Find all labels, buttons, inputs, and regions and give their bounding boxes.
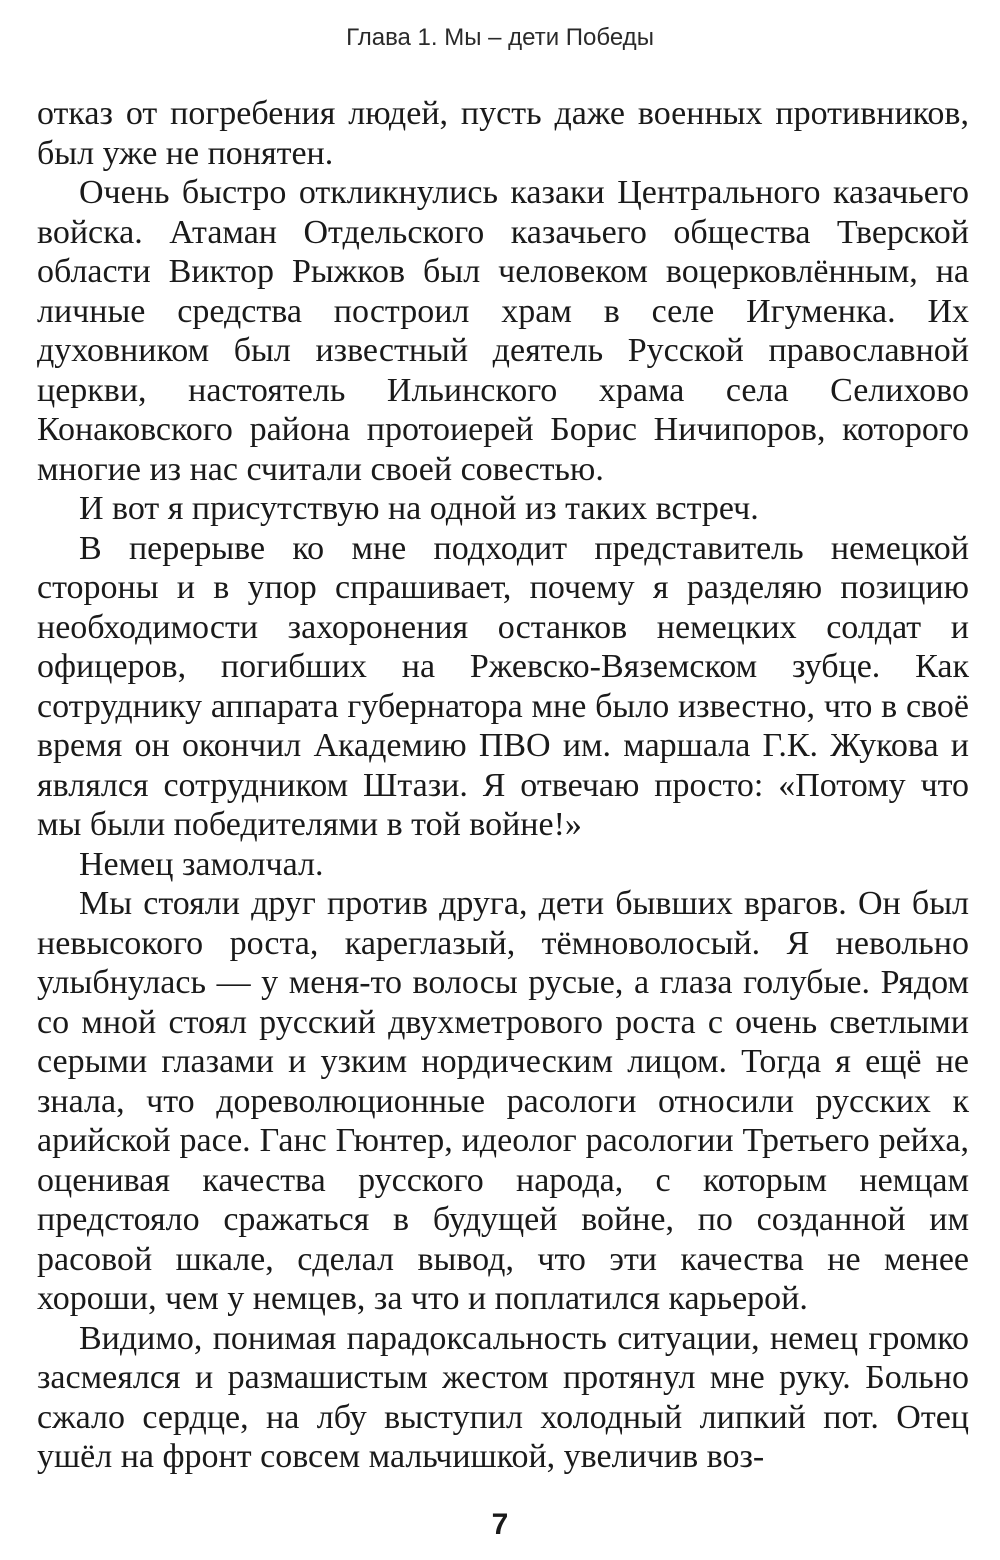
page-number: 7 [491,1508,509,1541]
paragraph: Очень быстро откликнулись казаки Центрального казачьего войска. Атаман Отдельского казачьего общества Тверской области Виктор Рыжков был человеком воцерковлённым, на личные средства построил храм в селе Игуменка. Их духовником был известный деятель Русской православной церкви, настоятель Ильинского храма села Селихово Конаковского района протоиерей Борис Ничипоров, которого многие из нас считали своей совестью. [37,174,969,488]
paragraph: отказ от погребения людей, пусть даже военных противников, был уже не понятен. [37,95,969,172]
body-text [37,94,969,1477]
paragraph: В перерыве ко мне подходит представитель немецкой стороны и в упор спрашивает, почему я разделяю позицию необходимости захоронения останков немецких солдат и офицеров, погибших на Ржевско-Вяземском зубце. Как сотруднику аппарата губернатора мне было известно, что в своё время он окончил Академию ПВО им. маршала Г.К. Жукова и являлся сотрудником Штази. Я отвечаю просто: «Потому что мы были победителями в той войне!» [37,529,969,843]
running-head: Глава 1. Мы – дети Победы [346,24,654,51]
paragraph: И вот я присутствую на одной из таких встреч. [79,490,759,527]
paragraph: Немец замолчал. [79,845,324,883]
paragraph: Видимо, понимая парадоксальность ситуации, немец громко засмеялся и размашистым жестом протянул мне руку. Больно сжало сердце, на лбу выступил холодный липкий пот. Отец ушёл на фронт совсем мальчишкой, увеличив воз- [37,1319,969,1475]
paragraph: Мы стояли друг против друга, дети бывших врагов. Он был невысокого роста, кареглазый, тёмноволосый. Я невольно улыбнулась — у меня-то волосы русые, а глаза голубые. Рядом со мной стоял русский двухметрового роста с очень светлыми серыми глазами и узким нордическим лицом. Тогда я ещё не знала, что дореволюционные расологи относили русских к арийской расе. Ганс Гюнтер, идеолог расологии Третьего рейха, оценивая качества русского народа, с которым немцам предстояло сражаться в будущей войне, по созданной им расовой шкале, сделал вывод, что эти качества не менее хороши, чем у немцев, за что и поплатился карьерой. [37,885,969,1317]
